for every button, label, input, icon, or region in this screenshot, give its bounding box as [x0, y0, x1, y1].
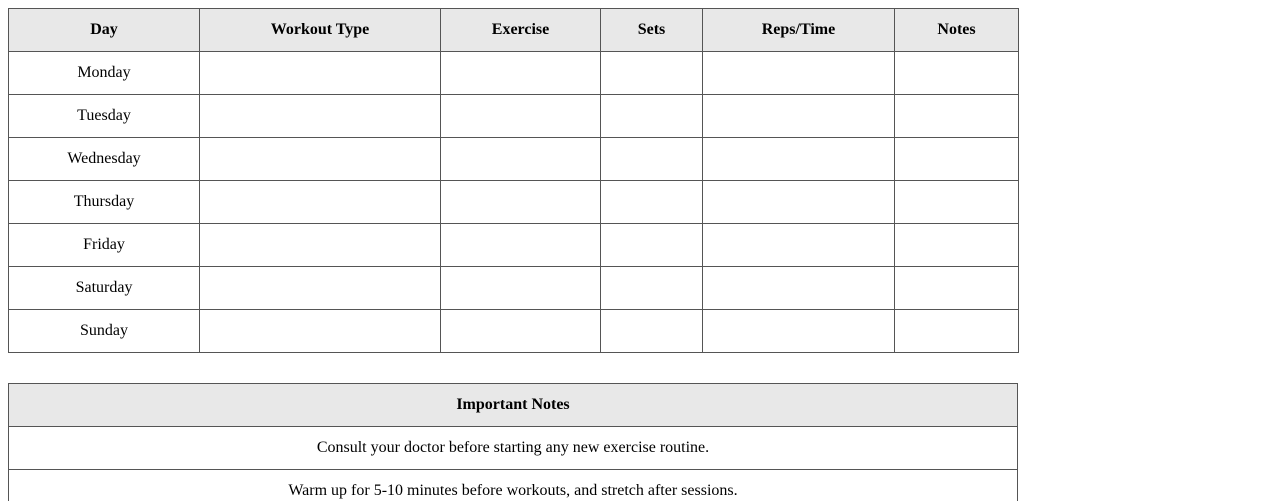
header-notes: Notes [895, 9, 1019, 52]
workout-type-cell[interactable] [200, 52, 441, 95]
notes-cell[interactable] [895, 52, 1019, 95]
workout-type-cell[interactable] [200, 224, 441, 267]
reps-time-cell[interactable] [703, 267, 895, 310]
table-row [9, 138, 1019, 181]
notes-cell[interactable] [895, 224, 1019, 267]
table-row [9, 224, 1019, 267]
important-notes-table [8, 383, 1018, 501]
header-exercise: Exercise [441, 9, 601, 52]
reps-time-cell[interactable] [703, 310, 895, 353]
workout-schedule-table [8, 8, 1019, 353]
note-text: Consult your doctor before starting any new exercise routine. [9, 427, 1018, 470]
notes-cell[interactable] [895, 267, 1019, 310]
reps-time-cell[interactable] [703, 138, 895, 181]
sets-cell[interactable] [601, 310, 703, 353]
table-row [9, 52, 1019, 95]
workout-type-cell[interactable] [200, 138, 441, 181]
list-item [9, 427, 1018, 470]
important-notes-title: Important Notes [9, 384, 1018, 427]
notes-cell[interactable] [895, 138, 1019, 181]
table-row [9, 310, 1019, 353]
notes-header-row [9, 384, 1018, 427]
day-cell: Sunday [9, 310, 200, 353]
reps-time-cell[interactable] [703, 95, 895, 138]
sets-cell[interactable] [601, 181, 703, 224]
header-reps-time: Reps/Time [703, 9, 895, 52]
table-row [9, 267, 1019, 310]
workout-type-cell[interactable] [200, 181, 441, 224]
list-item [9, 470, 1018, 501]
sets-cell[interactable] [601, 224, 703, 267]
reps-time-cell[interactable] [703, 224, 895, 267]
day-cell: Monday [9, 52, 200, 95]
exercise-cell[interactable] [441, 224, 601, 267]
exercise-cell[interactable] [441, 310, 601, 353]
exercise-cell[interactable] [441, 52, 601, 95]
sets-cell[interactable] [601, 138, 703, 181]
day-cell: Wednesday [9, 138, 200, 181]
sets-cell[interactable] [601, 95, 703, 138]
day-cell: Tuesday [9, 95, 200, 138]
exercise-cell[interactable] [441, 181, 601, 224]
exercise-cell[interactable] [441, 138, 601, 181]
header-day: Day [9, 9, 200, 52]
exercise-cell[interactable] [441, 267, 601, 310]
note-text: Warm up for 5-10 minutes before workouts, and stretch after sessions. [9, 470, 1018, 501]
sets-cell[interactable] [601, 52, 703, 95]
table-row [9, 181, 1019, 224]
day-cell: Saturday [9, 267, 200, 310]
reps-time-cell[interactable] [703, 52, 895, 95]
header-sets: Sets [601, 9, 703, 52]
workout-type-cell[interactable] [200, 95, 441, 138]
sets-cell[interactable] [601, 267, 703, 310]
notes-cell[interactable] [895, 95, 1019, 138]
table-row [9, 95, 1019, 138]
day-cell: Friday [9, 224, 200, 267]
workout-type-cell[interactable] [200, 310, 441, 353]
notes-cell[interactable] [895, 181, 1019, 224]
workout-type-cell[interactable] [200, 267, 441, 310]
day-cell: Thursday [9, 181, 200, 224]
notes-cell[interactable] [895, 310, 1019, 353]
header-workout-type: Workout Type [200, 9, 441, 52]
header-row [9, 9, 1019, 52]
reps-time-cell[interactable] [703, 181, 895, 224]
exercise-cell[interactable] [441, 95, 601, 138]
